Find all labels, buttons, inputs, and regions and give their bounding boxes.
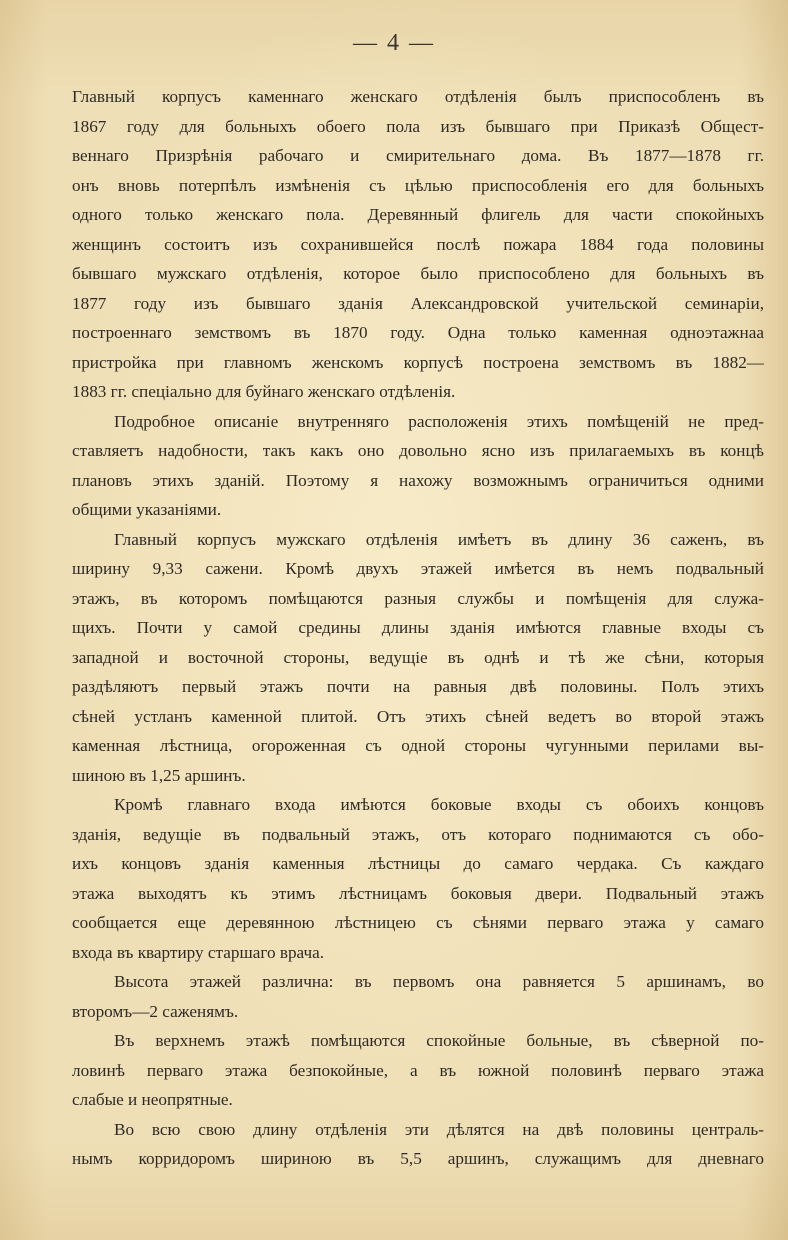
text-line: ширину 9,33 сажени. Кромѣ двухъ этажей имѣется въ немъ подвальный xyxy=(72,559,764,578)
text-line: Подробное описаніе внутренняго расположенія этихъ помѣщеній не пред- xyxy=(114,411,764,431)
text-line: нымъ корридоромъ шириною въ 5,5 аршинъ, служащимъ для дневнаго xyxy=(72,1149,764,1168)
paragraph xyxy=(72,967,764,1026)
body-text xyxy=(72,82,764,1174)
paragraph xyxy=(72,525,764,791)
text-line: бывшаго мужскаго отдѣленія, которое было приспособлено для больныхъ въ xyxy=(72,264,764,283)
text-line: 1883 гг. спеціально для буйнаго женскаго отдѣленія. xyxy=(72,382,456,401)
text-line: плановъ этихъ зданій. Поэтому я нахожу возможнымъ ограничиться одними xyxy=(72,470,764,490)
text-line: щихъ. Почти у самой средины длины зданія имѣются главные входы съ xyxy=(72,618,764,637)
text-line: каменная лѣстница, огороженная съ одной стороны чугунными перилами вы- xyxy=(72,736,764,755)
text-line: одного только женскаго пола. Деревянный флигель для части спокойныхъ xyxy=(72,205,764,224)
text-line: сообщается еще деревянною лѣстницею съ сѣнями перваго этажа у самаго xyxy=(72,913,764,932)
text-line: западной и восточной стороны, ведущіе въ однѣ и тѣ же сѣни, которыя xyxy=(72,647,764,667)
text-line: 1867 году для больныхъ обоего пола изъ бывшаго при Приказѣ Общест- xyxy=(72,116,764,136)
text-line: онъ вновь потерпѣлъ измѣненія съ цѣлью приспособленія его для больныхъ xyxy=(72,175,764,195)
paragraph xyxy=(72,790,764,967)
text-line: раздѣляютъ первый этажъ почти на равныя двѣ половины. Полъ этихъ xyxy=(72,677,764,696)
text-line: построеннаго земствомъ въ 1870 году. Одна только каменная одноэтажнаа xyxy=(72,323,764,342)
text-line: этажъ, въ которомъ помѣщаются разныя службы и помѣщенія для служа- xyxy=(72,588,764,608)
paragraph xyxy=(72,82,764,407)
text-line: ставляетъ надобности, такъ какъ оно довольно ясно изъ прилагаемыхъ въ концѣ xyxy=(72,441,764,460)
text-line: женщинъ состоитъ изъ сохранившейся послѣ пожара 1884 года половины xyxy=(72,234,764,254)
text-line: этажа выходятъ къ этимъ лѣстницамъ боковыя двери. Подвальный этажъ xyxy=(72,883,764,903)
text-line: Главный корпусъ мужскаго отдѣленія имѣетъ въ длину 36 саженъ, въ xyxy=(114,529,764,549)
text-line: второмъ—2 саженямъ. xyxy=(72,1001,239,1021)
text-line: слабые и неопрятные. xyxy=(72,1090,233,1109)
paragraph xyxy=(72,1026,764,1115)
paragraph xyxy=(72,407,764,525)
text-line: зданія, ведущіе въ подвальный этажъ, отъ котораго поднимаются съ обо- xyxy=(72,824,764,844)
text-line: веннаго Призрѣнія рабочаго и смирительнаго дома. Въ 1877—1878 гг. xyxy=(72,146,764,165)
text-line: общими указаніями. xyxy=(72,500,222,519)
text-line: Главный корпусъ каменнаго женскаго отдѣленія былъ приспособленъ въ xyxy=(72,87,764,106)
text-line: ихъ концовъ зданія каменныя лѣстницы до самаго чердака. Съ каждаго xyxy=(72,854,764,873)
text-line: шиною въ 1,25 аршинъ. xyxy=(72,765,246,785)
text-line: 1877 году изъ бывшаго зданія Александровской учительской семинаріи, xyxy=(72,293,764,313)
text-line: Во всю свою длину отдѣленія эти дѣлятся на двѣ половины централь- xyxy=(114,1119,764,1139)
text-line: ловинѣ перваго этажа безпокойные, а въ южной половинѣ перваго этажа xyxy=(72,1060,764,1080)
text-line: сѣней устланъ каменной плитой. Отъ этихъ сѣней ведетъ во второй этажъ xyxy=(72,706,764,726)
text-line: входа въ квартиру старшаго врача. xyxy=(72,942,325,962)
text-line: Кромѣ главнаго входа имѣются боковые входы съ обоихъ концовъ xyxy=(114,795,764,814)
text-line: пристройка при главномъ женскомъ корпусѣ построена земствомъ въ 1882— xyxy=(72,352,764,372)
text-line: Въ верхнемъ этажѣ помѣщаются спокойные больные, въ сѣверной по- xyxy=(114,1031,764,1050)
text-line: Высота этажей различна: въ первомъ она равняется 5 аршинамъ, во xyxy=(114,972,764,991)
page-number: — 4 — xyxy=(353,30,435,56)
paragraph xyxy=(72,1115,764,1174)
